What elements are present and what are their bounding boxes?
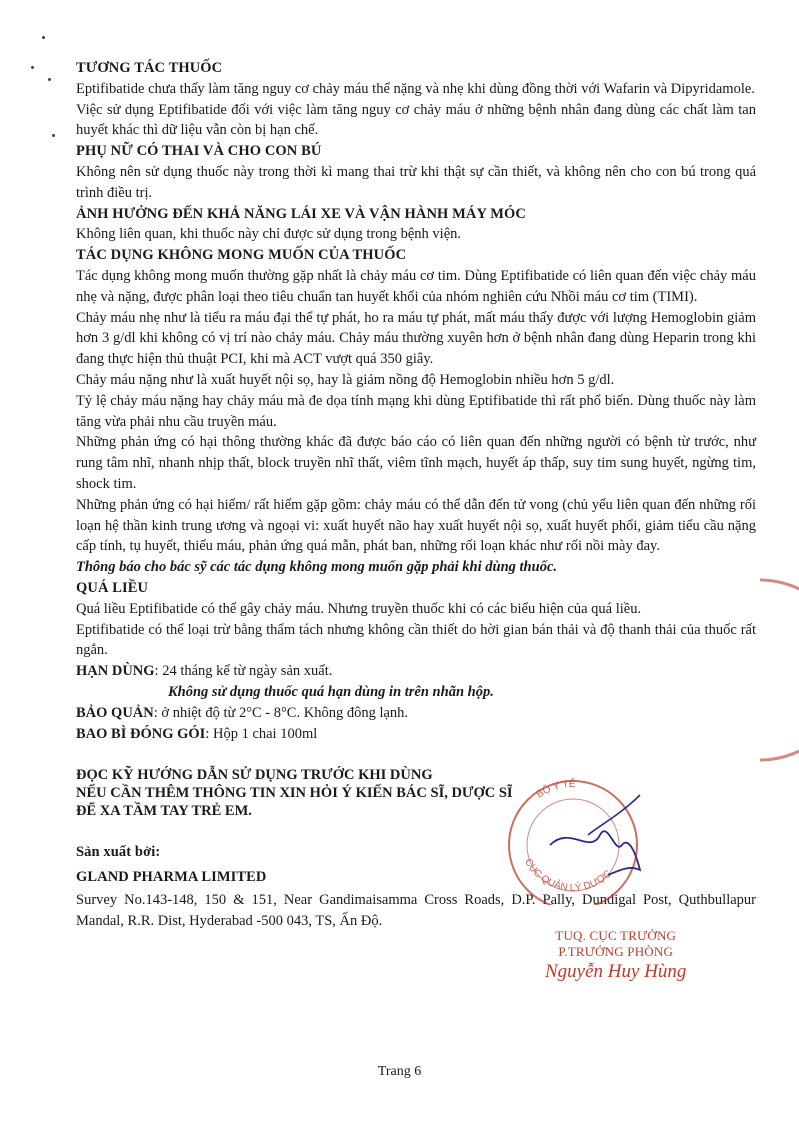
paragraph: Tỷ lệ chảy máu nặng hay chảy máu mà đe dọa tính mạng khi dùng Eptifibatide thì rất phổ biến. Dùng thuốc này làm tăng vừa phải nhu cầu truyền máu. xyxy=(76,392,756,430)
warning-keep-from-children: ĐỂ XA TẦM TAY TRẺ EM. xyxy=(76,803,252,820)
packaging-label: BAO BÌ ĐÓNG GÓI xyxy=(76,725,206,742)
storage-label: BẢO QUẢN xyxy=(76,704,154,721)
paragraph: Những phản ứng có hại thông thường khác đã được báo cáo có liên quan đến những người có bệnh từ trước, như rung tâm nhĩ, nhanh nhịp thất, block truyền nhĩ thất, viêm tĩnh mạch, huyết áp thấp, suy tim sung huyết, ngừng tim, shock tim. xyxy=(76,434,756,492)
paragraph: Tác dụng không mong muốn thường gặp nhất là chảy máu cơ tim. Dùng Eptifibatide có liên quan đến việc chảy máu nhẹ và nặng, được phân loại theo tiêu chuẩn tan huyết khối của nhóm nghiên cứu Nhồi máu cơ tim (TIMI). xyxy=(76,267,756,305)
approval-line-2: P.TRƯỞNG PHÒNG xyxy=(558,944,674,959)
warning-consult-doctor: NẾU CẦN THÊM THÔNG TIN XIN HỎI Ý KIẾN BÁC SĨ, DƯỢC SĨ xyxy=(76,785,513,802)
page-number: Trang 6 xyxy=(377,1064,422,1079)
paragraph: Quá liều Eptifibatide có thể gây chảy máu. Nhưng truyền thuốc khi có các biểu hiện của quá liều. xyxy=(76,600,642,617)
section-title-pregnancy: PHỤ NỮ CÓ THAI VÀ CHO CON BÚ xyxy=(76,143,322,160)
paragraph: Việc sử dụng Eptifibatide đối với việc làm tăng nguy cơ chảy máu ở những bệnh nhân đang dùng các chất làm tan huyết khác thì dữ liệu vẫn còn bị hạn chế. xyxy=(76,101,756,139)
storage-value: : ở nhiệt độ từ 2°C - 8°C. Không đông lạnh. xyxy=(153,704,409,721)
manufacturer-name: GLAND PHARMA LIMITED xyxy=(76,869,267,886)
approval-line-1: TUQ. CỤC TRƯỞNG xyxy=(555,928,677,943)
section-title-overdose: QUÁ LIỀU xyxy=(76,579,149,596)
adverse-notice: Thông báo cho bác sỹ các tác dụng không mong muốn gặp phải khi dùng thuốc. xyxy=(76,559,557,576)
expiry-line xyxy=(76,661,756,682)
storage-line xyxy=(76,703,756,724)
section-title-driving: ẢNH HƯỞNG ĐẾN KHẢ NĂNG LÁI XE VÀ VẬN HÀNH MÁY MÓC xyxy=(76,205,526,222)
approval-signer: Nguyễn Huy Hùng xyxy=(545,961,687,982)
scan-speck xyxy=(52,134,55,137)
manufacturer-label: Sản xuất bởi: xyxy=(76,844,161,861)
scan-speck xyxy=(42,36,45,39)
official-stamp xyxy=(490,775,660,905)
edge-stamp-partial xyxy=(740,570,799,770)
paragraph: Những phản ứng có hại hiếm/ rất hiếm gặp gồm: chảy máu có thể dẫn đến tử vong (chủ yếu liên quan đến những rối loạn hệ thần kinh trung ương và ngoại vi: xuất huyết não hay xuất huyết nội sọ, xuất huyết phổi, giảm tiểu cầu nặng cấp tính, tụ huyết, thiếu máu, phản ứng quá mẫn, phát ban, những rối loạn khác như rối nồi mày đay. xyxy=(76,496,756,555)
expiry-note: Không sử dụng thuốc quá hạn dùng in trên nhãn hộp. xyxy=(168,683,494,700)
stamp-top-text: BỘ Y TẾ xyxy=(534,778,576,801)
expiry-label: HẠN DÙNG xyxy=(76,663,155,680)
paragraph: Eptifibatide chưa thấy làm tăng nguy cơ chảy máu thể nặng và nhẹ khi dùng đồng thời với Wafarin và Dipyridamole. xyxy=(76,80,755,97)
section-title-interactions: TƯƠNG TÁC THUỐC xyxy=(76,60,223,76)
svg-text:CỤC QUẢN LÝ DƯỢC xyxy=(522,857,614,894)
stamp-bottom-text: CỤC QUẢN LÝ DƯỢC xyxy=(522,857,614,894)
packaging-line xyxy=(76,724,756,745)
expiry-value: : 24 tháng kể từ ngày sản xuất. xyxy=(154,663,333,680)
section-title-adverse-effects: TÁC DỤNG KHÔNG MONG MUỐN CỦA THUỐC xyxy=(76,247,407,264)
paragraph: Chảy máu nặng như là xuất huyết nội sọ, hay là giảm nồng độ Hemoglobin nhiều hơn 5 g/dl. xyxy=(76,371,615,388)
approval-signature-block xyxy=(545,928,686,984)
warning-read-instructions: ĐỌC KỸ HƯỚNG DẪN SỬ DỤNG TRƯỚC KHI DÙNG xyxy=(76,767,433,784)
svg-text:BỘ Y TẾ xyxy=(535,777,576,801)
packaging-value: : Hộp 1 chai 100ml xyxy=(205,725,318,742)
scan-speck xyxy=(31,66,34,69)
paragraph: Chảy máu nhẹ như là tiểu ra máu đại thể tự phát, ho ra máu tự phát, mất máu thấy được với lượng Hemoglobin giảm hơn 3 g/dl khi không có vị trí nào chảy máu. Chảy máu thường xuyên hơn ở bệnh nhân đang dùng Heparin trong khi đang thực hiện thủ thuật PCI, khi mà ACT vượt quá 350 giây. xyxy=(76,309,756,368)
scan-speck xyxy=(48,78,51,81)
paragraph: Không liên quan, khi thuốc này chỉ được sử dụng trong bệnh viện. xyxy=(76,226,462,243)
paragraph: Eptifibatide có thể loại trừ bằng thẩm tách nhưng không cần thiết do hời gian bán thải và độ thanh thải của thuốc rất ngắn. xyxy=(76,621,756,659)
manufacturer-address: Survey No.143-148, 150 & 151, Near Gandimaisamma Cross Roads, D.P. Pally, Dundigal Post, Quthbullapur Mandal, R.R. Dist, Hyderabad -500 043, TS, Ấn Độ. xyxy=(76,891,756,929)
paragraph: Không nên sử dụng thuốc này trong thời kì mang thai trừ khi thật sự cần thiết, và không nên cho con bú trong quá trình điều trị. xyxy=(76,163,756,201)
